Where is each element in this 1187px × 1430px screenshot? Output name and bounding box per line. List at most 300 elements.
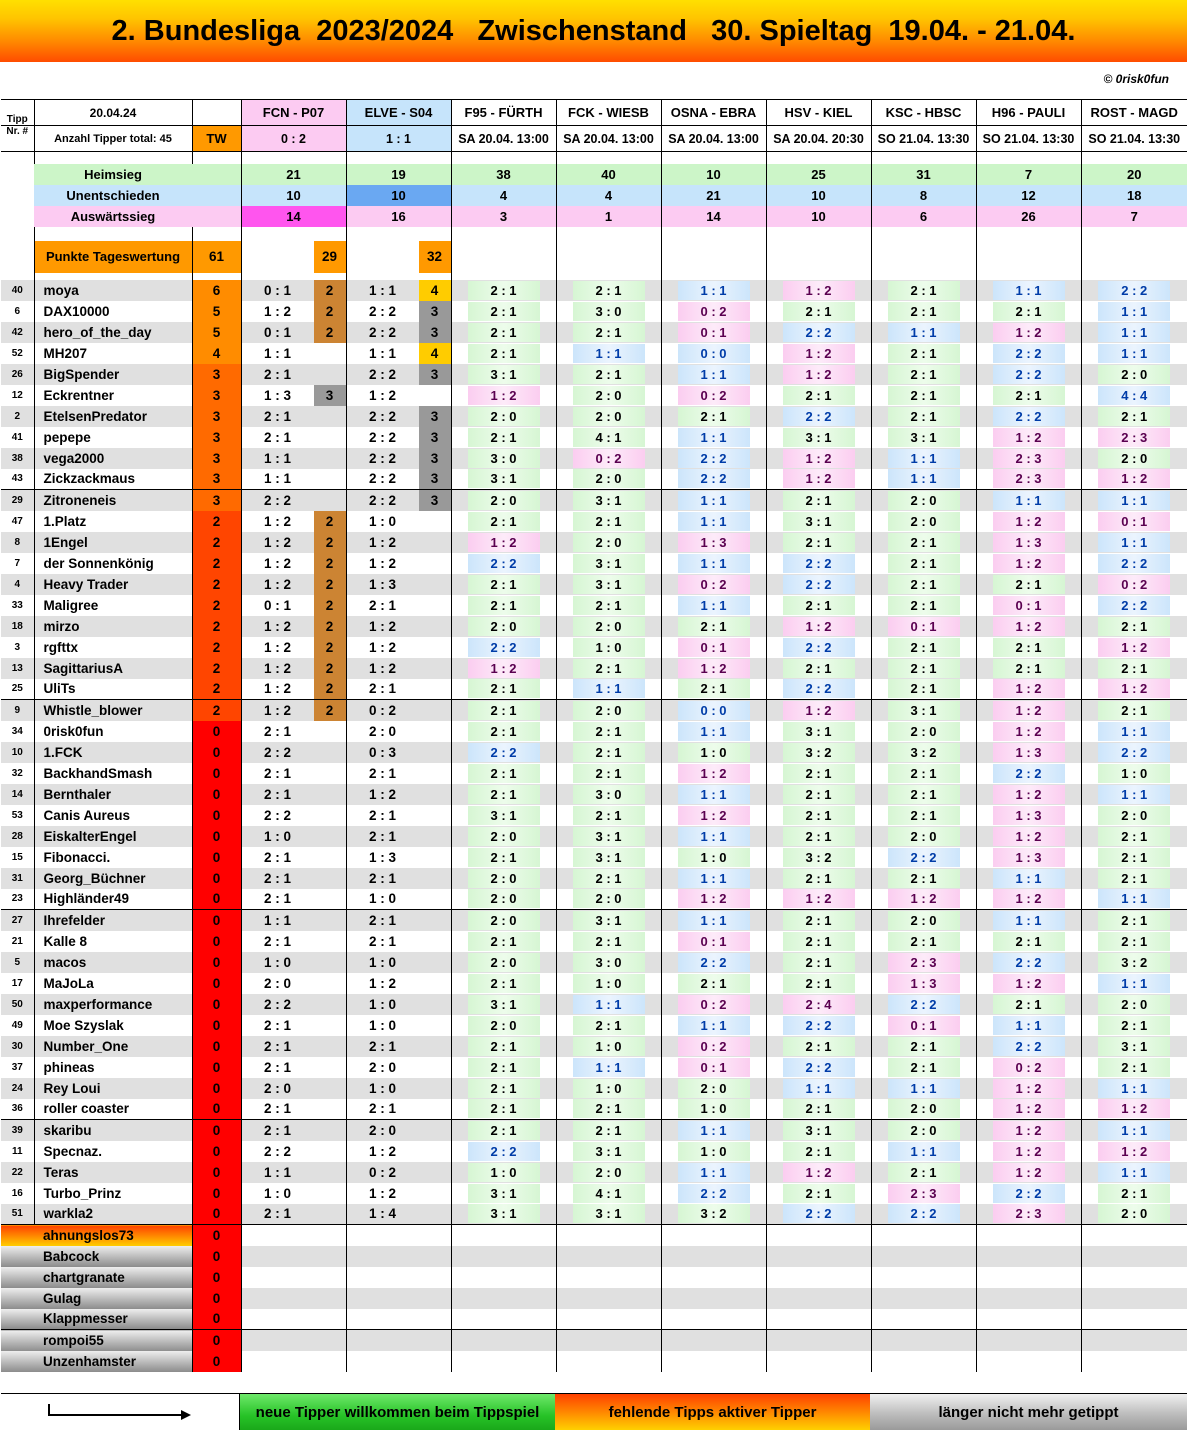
- match-sub: 0 : 2: [241, 126, 346, 152]
- player-tw: 0: [192, 763, 241, 784]
- empty: [1081, 1309, 1187, 1330]
- spacer-cell: [556, 227, 661, 241]
- tipp-score: 1 : 3: [993, 848, 1065, 867]
- tipp-score: 1 : 2: [468, 533, 540, 552]
- tipp-score: 1 : 1: [263, 471, 291, 487]
- tipp-score: 2 : 2: [888, 1204, 960, 1223]
- spacer-cell: [241, 152, 346, 164]
- player-tipp: [451, 1057, 556, 1078]
- spacer-cell: [976, 273, 1081, 280]
- player-row: [1, 868, 1187, 889]
- tipp-score: 2 : 2: [678, 469, 750, 488]
- empty: [871, 1330, 976, 1351]
- tipp-score: 3 : 0: [468, 449, 540, 468]
- player-name: Rey Loui: [34, 1078, 192, 1099]
- tipp-score: 2 : 1: [1098, 407, 1170, 426]
- tipp-score: 2 : 1: [368, 870, 396, 886]
- tipp-score: 2 : 2: [368, 408, 396, 424]
- player-tipp: [661, 1015, 766, 1036]
- tipp-score: 1 : 1: [678, 554, 750, 573]
- player-tipp: [766, 1204, 871, 1225]
- player-tipp: [451, 448, 556, 469]
- tipp-score: 1 : 2: [678, 806, 750, 825]
- player-row: [1, 994, 1187, 1015]
- player-tipp-a: [241, 742, 346, 763]
- stats-row: [1, 185, 1187, 206]
- tipp-score: 1 : 0: [368, 1017, 396, 1033]
- match-sub: 1 : 1: [346, 126, 451, 152]
- player-tipp: [976, 784, 1081, 805]
- player-tipp: [556, 826, 661, 847]
- player-tipp: [976, 595, 1081, 616]
- player-tipp: [661, 1141, 766, 1162]
- tipp-score: 1 : 0: [368, 891, 396, 907]
- tipp-score: 2 : 1: [263, 429, 291, 445]
- player-tipp: [661, 784, 766, 805]
- empty: [451, 1267, 556, 1288]
- empty: [192, 206, 241, 227]
- player-tipp: [766, 1057, 871, 1078]
- empty: [451, 1309, 556, 1330]
- tipp-score: 3 : 2: [783, 848, 855, 867]
- player-tipp-a: [241, 784, 346, 805]
- tipp-score: 0 : 1: [1098, 512, 1170, 531]
- tipp-score: 2 : 1: [993, 302, 1065, 321]
- tipp-score: 1 : 0: [368, 954, 396, 970]
- empty: [1081, 1246, 1187, 1267]
- empty: [556, 1330, 661, 1351]
- empty: [241, 1309, 346, 1330]
- player-tipp: [1081, 343, 1187, 364]
- player-tw: 3: [192, 364, 241, 385]
- player-tipp: [451, 994, 556, 1015]
- player-name: der Sonnenkönig: [34, 553, 192, 574]
- player-tipp-b: [346, 637, 451, 658]
- player-nr: 14: [1, 784, 34, 805]
- player-name: hero_of_the_day: [34, 322, 192, 343]
- stats-value: 10: [766, 185, 871, 206]
- player-tipp-b: [346, 1141, 451, 1162]
- tipp-score: 1 : 1: [1098, 533, 1170, 552]
- player-row: [1, 364, 1187, 385]
- tipp-score: 2 : 0: [468, 491, 540, 510]
- tipp-score: 0 : 2: [573, 449, 645, 468]
- player-tipp-a: [241, 994, 346, 1015]
- player-tipp-a: [241, 301, 346, 322]
- tipp-score: 2 : 2: [368, 471, 396, 487]
- tipp-score: 1 : 1: [993, 491, 1065, 510]
- tipp-score: 2 : 1: [783, 1142, 855, 1161]
- tipp-score: 2 : 2: [263, 996, 291, 1012]
- player-tipp: [766, 511, 871, 532]
- player-tipp: [1081, 931, 1187, 952]
- player-tw: 2: [192, 574, 241, 595]
- tipp-points: [314, 721, 346, 742]
- player-tipp: [451, 511, 556, 532]
- player-tipp: [661, 910, 766, 931]
- tipp-score: 2 : 3: [888, 953, 960, 972]
- player-tipp: [976, 448, 1081, 469]
- player-nr: 39: [1, 1120, 34, 1141]
- player-tipp-b: [346, 343, 451, 364]
- player-name: Ihrefelder: [34, 910, 192, 931]
- player-tipp: [661, 805, 766, 826]
- player-tipp: [976, 511, 1081, 532]
- player-tw: 4: [192, 343, 241, 364]
- player-tipp: [556, 385, 661, 406]
- player-tipp: [451, 301, 556, 322]
- stats-value: 31: [871, 164, 976, 185]
- tipp-score: 1 : 2: [368, 639, 396, 655]
- tipp-score: 2 : 1: [263, 366, 291, 382]
- player-row: [1, 385, 1187, 406]
- tipp-score: 2 : 2: [1098, 596, 1170, 615]
- player-tipp: [976, 658, 1081, 679]
- tipp-score: 2 : 1: [468, 1037, 540, 1056]
- player-tipp: [556, 595, 661, 616]
- player-tipp: [1081, 280, 1187, 301]
- player-tipp: [661, 973, 766, 994]
- player-tipp: [451, 490, 556, 511]
- empty: [1, 206, 34, 227]
- player-tipp-b: [346, 616, 451, 637]
- tipp-points: [314, 952, 346, 973]
- tipp-score: 0 : 1: [678, 1058, 750, 1077]
- player-row: [1, 553, 1187, 574]
- tipp-score: 2 : 3: [993, 469, 1065, 488]
- player-tipp: [766, 1141, 871, 1162]
- player-tw: 0: [192, 1120, 241, 1141]
- tipp-score: 1 : 3: [263, 387, 291, 403]
- tipp-points: [314, 742, 346, 763]
- player-tw: 2: [192, 595, 241, 616]
- spacer-cell: [661, 273, 766, 280]
- player-tipp: [451, 700, 556, 721]
- tipp-score: 2 : 0: [573, 617, 645, 636]
- spacer-cell: [451, 227, 556, 241]
- tipp-score: 0 : 2: [678, 575, 750, 594]
- empty: [661, 241, 766, 273]
- tipp-score: 2 : 2: [468, 1142, 540, 1161]
- player-tipp: [976, 910, 1081, 931]
- tipp-score: 2 : 1: [783, 869, 855, 888]
- empty: [346, 1267, 451, 1288]
- player-tipp: [976, 406, 1081, 427]
- stats-value: 10: [766, 206, 871, 227]
- player-tipp-a: [241, 679, 346, 700]
- tipp-score: 2 : 1: [263, 1059, 291, 1075]
- player-row: [1, 469, 1187, 490]
- spacer-cell: [1081, 227, 1187, 241]
- player-nr: 4: [1, 574, 34, 595]
- player-tipp: [451, 1183, 556, 1204]
- tipp-score: 2 : 1: [368, 807, 396, 823]
- player-tipp: [976, 994, 1081, 1015]
- tipp-score: 2 : 1: [263, 1038, 291, 1054]
- player-nr: 37: [1, 1057, 34, 1078]
- tipp-score: 0 : 2: [993, 1058, 1065, 1077]
- player-tipp: [556, 931, 661, 952]
- stats-value: 16: [346, 206, 451, 227]
- empty: [766, 1246, 871, 1267]
- player-tipp: [1081, 868, 1187, 889]
- player-tipp: [871, 847, 976, 868]
- spacer-cell: [661, 227, 766, 241]
- stats-value: 20: [1081, 164, 1187, 185]
- tipp-points: 4: [419, 343, 451, 364]
- player-tipp: [766, 1183, 871, 1204]
- player-tw: 0: [192, 994, 241, 1015]
- player-tipp: [661, 868, 766, 889]
- player-tipp: [661, 553, 766, 574]
- player-tipp: [451, 1141, 556, 1162]
- player-tipp: [871, 406, 976, 427]
- match-sub: SO 21.04. 13:30: [1081, 126, 1187, 152]
- tipp-score: 1 : 0: [368, 513, 396, 529]
- tipp-score: 2 : 2: [368, 303, 396, 319]
- player-tipp: [556, 805, 661, 826]
- inactive-name: rompoi55: [34, 1330, 192, 1351]
- tipp-score: 2 : 1: [573, 659, 645, 678]
- tipp-points: [314, 490, 346, 511]
- player-tipp: [976, 1183, 1081, 1204]
- missing-row: [1, 1225, 1187, 1246]
- player-tipp: [661, 280, 766, 301]
- player-tipp: [451, 847, 556, 868]
- player-tipp-a: [241, 700, 346, 721]
- tipp-score: 2 : 0: [468, 953, 540, 972]
- stats-value: 8: [871, 185, 976, 206]
- tipp-points: [419, 595, 451, 616]
- inactive-tw: 0: [192, 1351, 241, 1372]
- player-name: 1Engel: [34, 532, 192, 553]
- tipp-score: 2 : 1: [263, 786, 291, 802]
- player-tipp-b: [346, 301, 451, 322]
- player-nr: 52: [1, 343, 34, 364]
- tipp-score: 2 : 1: [888, 386, 960, 405]
- player-tipp: [1081, 1183, 1187, 1204]
- tipp-score: 2 : 0: [888, 1099, 960, 1118]
- player-tipp: [766, 553, 871, 574]
- player-tipp: [871, 532, 976, 553]
- player-nr: 40: [1, 280, 34, 301]
- tipp-score: 2 : 2: [888, 995, 960, 1014]
- tipp-score: 1 : 2: [993, 785, 1065, 804]
- tipp-score: 1 : 2: [783, 889, 855, 908]
- player-tipp: [766, 637, 871, 658]
- empty: [976, 1351, 1081, 1372]
- match-sub: SO 21.04. 13:30: [871, 126, 976, 152]
- player-tipp: [661, 490, 766, 511]
- tipp-score: 0 : 1: [888, 617, 960, 636]
- player-tipp: [976, 952, 1081, 973]
- tipp-score: 2 : 1: [993, 932, 1065, 951]
- player-tipp: [976, 763, 1081, 784]
- stats-label: Auswärtssieg: [34, 206, 192, 227]
- player-tipp: [1081, 1141, 1187, 1162]
- player-tipp-a: [241, 532, 346, 553]
- player-tipp: [556, 1141, 661, 1162]
- empty: [871, 1225, 976, 1246]
- tipp-score: 0 : 2: [678, 1037, 750, 1056]
- tipp-score: 2 : 1: [468, 722, 540, 741]
- empty: [976, 1225, 1081, 1246]
- player-tipp: [661, 322, 766, 343]
- tipp-points: [314, 973, 346, 994]
- tipp-points: [419, 700, 451, 721]
- empty: [241, 1246, 346, 1267]
- player-tipp-a: [241, 322, 346, 343]
- spacer-cell: [871, 227, 976, 241]
- tipp-score: 1 : 2: [368, 660, 396, 676]
- player-tipp-a: [241, 469, 346, 490]
- player-tipp: [766, 1015, 871, 1036]
- tipp-score: 2 : 1: [573, 1121, 645, 1140]
- player-tipp-a: [241, 721, 346, 742]
- player-tipp: [871, 1036, 976, 1057]
- player-tipp: [451, 910, 556, 931]
- player-tipp: [871, 616, 976, 637]
- player-tipp: [661, 595, 766, 616]
- tageswertung-label: Punkte Tageswertung: [34, 241, 192, 273]
- tipp-score: 4 : 1: [573, 1184, 645, 1203]
- tipp-score: 1 : 1: [573, 995, 645, 1014]
- inactive-tw: 0: [192, 1267, 241, 1288]
- tipp-score: 2 : 2: [783, 323, 855, 342]
- player-tw: 0: [192, 1057, 241, 1078]
- player-tipp: [976, 301, 1081, 322]
- tipp-score: 1 : 1: [678, 281, 750, 300]
- tipp-score: 2 : 0: [368, 1122, 396, 1138]
- player-row: [1, 1078, 1187, 1099]
- player-nr: 38: [1, 448, 34, 469]
- spacer-cell: [451, 152, 556, 164]
- player-nr: 41: [1, 427, 34, 448]
- player-tw: 2: [192, 616, 241, 637]
- player-row: [1, 910, 1187, 931]
- player-nr: 51: [1, 1204, 34, 1225]
- tipp-score: 2 : 1: [993, 995, 1065, 1014]
- player-tipp-a: [241, 952, 346, 973]
- empty: [346, 1351, 451, 1372]
- page-title: 2. Bundesliga 2023/2024 Zwischenstand 30. Spieltag 19.04. - 21.04.: [0, 0, 1187, 62]
- player-tipp-a: [241, 1183, 346, 1204]
- player-row: [1, 280, 1187, 301]
- player-nr: 33: [1, 595, 34, 616]
- stats-value: 4: [556, 185, 661, 206]
- tipp-points: [314, 1036, 346, 1057]
- player-name: pepepe: [34, 427, 192, 448]
- tipp-score: 2 : 2: [368, 492, 396, 508]
- player-nr: 43: [1, 469, 34, 490]
- player-tipp: [976, 721, 1081, 742]
- tipp-points: [419, 1183, 451, 1204]
- stats-value: 3: [451, 206, 556, 227]
- tipp-score: 2 : 0: [1098, 995, 1170, 1014]
- tipp-score: 1 : 2: [678, 659, 750, 678]
- tipp-score: 3 : 1: [573, 911, 645, 930]
- player-tipp: [766, 469, 871, 490]
- stats-value: 4: [451, 185, 556, 206]
- tipp-score: 1 : 2: [783, 449, 855, 468]
- tipp-points: [419, 1162, 451, 1183]
- player-tipp: [451, 742, 556, 763]
- player-tipp: [661, 847, 766, 868]
- player-row: [1, 1183, 1187, 1204]
- player-tipp: [556, 469, 661, 490]
- player-row: [1, 763, 1187, 784]
- tipp-score: 3 : 1: [573, 1142, 645, 1161]
- tipp-score: 3 : 2: [783, 743, 855, 762]
- empty: [192, 185, 241, 206]
- tipp-score: 2 : 0: [263, 975, 291, 991]
- tipp-score: 1 : 2: [263, 534, 291, 550]
- player-tipp: [1081, 301, 1187, 322]
- tipp-score: 1 : 2: [263, 303, 291, 319]
- tipp-score: 1 : 1: [993, 1016, 1065, 1035]
- copyright: © 0risk0fun: [1103, 72, 1169, 86]
- spacer-cell: [34, 152, 192, 164]
- empty: [871, 1288, 976, 1309]
- player-tw: 2: [192, 532, 241, 553]
- player-tipp-a: [241, 1162, 346, 1183]
- tipp-score: 2 : 2: [783, 407, 855, 426]
- stats-value: 7: [1081, 206, 1187, 227]
- player-tipp: [451, 385, 556, 406]
- player-tipp-b: [346, 1036, 451, 1057]
- player-tipp: [976, 1120, 1081, 1141]
- tipp-score: 1 : 2: [263, 618, 291, 634]
- tipp-score: 3 : 0: [573, 302, 645, 321]
- tipp-points: 2: [314, 574, 346, 595]
- tipp-score: 2 : 1: [573, 1099, 645, 1118]
- tipp-score: 2 : 1: [468, 974, 540, 993]
- tipp-score: 1 : 0: [678, 1142, 750, 1161]
- tipp-score: 2 : 1: [468, 302, 540, 321]
- header-row-1: [1, 100, 1187, 126]
- player-tipp: [976, 700, 1081, 721]
- tipp-score: 2 : 1: [783, 974, 855, 993]
- match-sub: SA 20.04. 13:00: [556, 126, 661, 152]
- player-tw: 0: [192, 1162, 241, 1183]
- tipp-score: 2 : 2: [993, 1037, 1065, 1056]
- tipp-score: 2 : 1: [783, 827, 855, 846]
- player-nr: 25: [1, 679, 34, 700]
- tipp-score: 2 : 1: [573, 323, 645, 342]
- player-name: BackhandSmash: [34, 763, 192, 784]
- tipp-score: 1 : 1: [678, 596, 750, 615]
- spacer-cell: [976, 227, 1081, 241]
- empty: [241, 1288, 346, 1309]
- inactive-row: [1, 1330, 1187, 1351]
- tipp-score: 0 : 1: [888, 1016, 960, 1035]
- player-tipp: [556, 1183, 661, 1204]
- tipp-score: 2 : 0: [888, 1121, 960, 1140]
- tipp-score: 1 : 1: [573, 1058, 645, 1077]
- tipp-score: 1 : 2: [263, 702, 291, 718]
- empty: [241, 1351, 346, 1372]
- player-row: [1, 322, 1187, 343]
- tipp-score: 1 : 1: [678, 785, 750, 804]
- stats-value: 14: [661, 206, 766, 227]
- player-tipp: [661, 1204, 766, 1225]
- player-name: skaribu: [34, 1120, 192, 1141]
- tipp-score: 2 : 1: [468, 701, 540, 720]
- player-tipp-a: [241, 364, 346, 385]
- tipp-score: 2 : 1: [783, 911, 855, 930]
- player-tipp: [556, 784, 661, 805]
- player-tipp: [976, 679, 1081, 700]
